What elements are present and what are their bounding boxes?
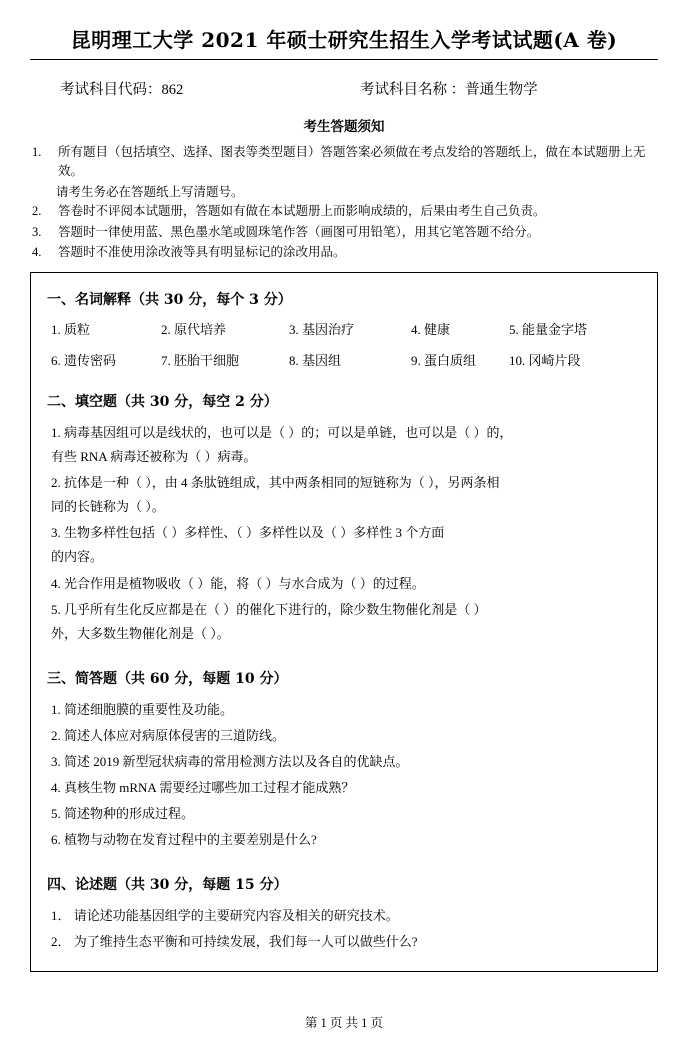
term-item: [161, 350, 289, 369]
question-item: [45, 421, 643, 469]
section-heading-3: 三、简答题（共 60 分，每题 10 分）: [47, 670, 288, 687]
term-number: 7.: [161, 353, 171, 369]
term-text: 胚胎干细胞: [174, 353, 240, 369]
notice-number: 4.: [32, 244, 42, 259]
question-line: 5. 几乎所有生化反应都是在（ ）的催化下进行的，除少数生物催化剂是（ ）: [51, 601, 487, 617]
page-footer: 第 1 页 共 1 页: [304, 1016, 384, 1030]
term-text: 质粒: [64, 322, 91, 338]
question-line: 2. 抗体是一种（ ），由 4 条肽链组成，其中两条相同的短链称为（ ），另两条相: [51, 475, 500, 491]
term-number: 2.: [161, 322, 171, 338]
term-item: [289, 319, 411, 338]
subject-row: [30, 78, 658, 99]
term-text: 健康: [424, 322, 451, 338]
title-divider: [30, 59, 658, 60]
question-line: 外，大多数生物催化剂是（ ）。: [51, 625, 230, 641]
subject-code: 考试科目代码：862: [60, 82, 184, 98]
notice-title: 考生答题须知: [303, 119, 385, 134]
notice-item: [30, 202, 658, 221]
notice-text-cont: 请考生务必在答题纸上写清题号。: [56, 184, 244, 199]
term-item: [509, 319, 587, 338]
question-line: 4. 光合作用是植物吸收（ ）能，将（ ）与水合成为（ ）的过程。: [51, 575, 425, 591]
section-heading-4: 四、论述题（共 30 分，每题 15 分）: [47, 876, 288, 893]
term-text: 蛋白质组: [424, 353, 477, 369]
notice-text: 答题时不准使用涂改液等具有明显标记的涂改用品。: [58, 244, 346, 259]
page-title: 昆明理工大学 2021 年硕士研究生招生入学考试试题(A 卷): [70, 28, 618, 52]
term-item: [411, 350, 509, 369]
term-number: 1.: [51, 322, 61, 338]
term-text: 基因治疗: [302, 322, 355, 338]
term-item: [509, 350, 581, 369]
question-item: 1. 简述细胞膜的重要性及功能。: [51, 701, 234, 717]
term-text: 遗传密码: [64, 353, 117, 369]
term-number: 3.: [289, 322, 299, 338]
term-number: 9.: [411, 353, 421, 369]
question-item: 5. 简述物种的形成过程。: [51, 805, 195, 821]
notice-list: [30, 143, 658, 262]
term-item: [51, 319, 161, 338]
notice-item: [30, 243, 658, 262]
section-heading-1: 一、名词解释（共 30 分，每个 3 分）: [47, 292, 292, 309]
notice-text: 答题时一律使用蓝、黑色墨水笔或圆珠笔作答（画图可用铅笔），用其它笔答题不给分。: [58, 224, 540, 239]
notice-text: 答卷时不评阅本试题册，答题如有做在本试题册上而影响成绩的，后果由考生自己负责。: [58, 204, 546, 219]
term-number: 10.: [509, 353, 526, 369]
question-item: 1． 请论述功能基因组学的主要研究内容及相关的研究技术。: [51, 907, 399, 923]
term-number: 4.: [411, 322, 421, 338]
question-item: 3. 简述 2019 新型冠状病毒的常用检测方法以及各自的优缺点。: [51, 753, 409, 769]
notice-text: 所有题目（包括填空、选择、图表等类型题目）答题答案必须做在考点发给的答题纸上，做在本试题册上无效。: [58, 145, 646, 179]
question-item: 2. 简述人体应对病原体侵害的三道防线。: [51, 727, 286, 743]
subject-name: 考试科目名称 ：普通生物学: [360, 82, 538, 98]
question-box: [30, 272, 658, 972]
term-item: [411, 319, 509, 338]
notice-item: [30, 143, 658, 182]
notice-number: 1.: [32, 145, 42, 159]
question-item: 2． 为了维持生态平衡和可持续发展，我们每一人可以做些什么?: [51, 934, 418, 949]
question-item: [45, 521, 643, 569]
term-item: [161, 319, 289, 338]
notice-item: [30, 223, 658, 242]
notice-number: 3.: [32, 224, 42, 239]
term-text: 基因组: [302, 353, 342, 369]
section-heading-2: 二、填空题（共 30 分，每空 2 分）: [47, 394, 278, 411]
term-item: [289, 350, 411, 369]
question-line: 同的长链称为（ ）。: [51, 499, 165, 515]
term-number: 5.: [509, 322, 519, 338]
terms-row: [45, 319, 643, 338]
terms-row: [45, 350, 643, 369]
question-item: [45, 572, 643, 596]
term-text: 冈崎片段: [528, 353, 581, 369]
question-line: 1. 病毒基因组可以是线状的，也可以是（ ）的；可以是单链，也可以是（ ）的，: [51, 425, 513, 441]
notice-number: 2.: [32, 204, 42, 219]
term-item: [51, 350, 161, 369]
question-item: [45, 471, 643, 519]
question-item: 6. 植物与动物在发育过程中的主要差别是什么?: [51, 831, 317, 847]
question-line: 的内容。: [51, 549, 104, 565]
question-item: [45, 598, 643, 646]
term-text: 原代培养: [174, 322, 227, 338]
term-text: 能量金字塔: [522, 322, 588, 338]
question-line: 3. 生物多样性包括（ ）多样性、（ ）多样性以及（ ）多样性 3 个方面: [51, 525, 445, 541]
term-number: 6.: [51, 353, 61, 369]
question-item: 4. 真核生物 mRNA 需要经过哪些加工过程才能成熟？: [51, 779, 355, 795]
question-line: 有些 RNA 病毒还被称为（ ）病毒。: [51, 449, 257, 465]
term-number: 8.: [289, 353, 299, 369]
